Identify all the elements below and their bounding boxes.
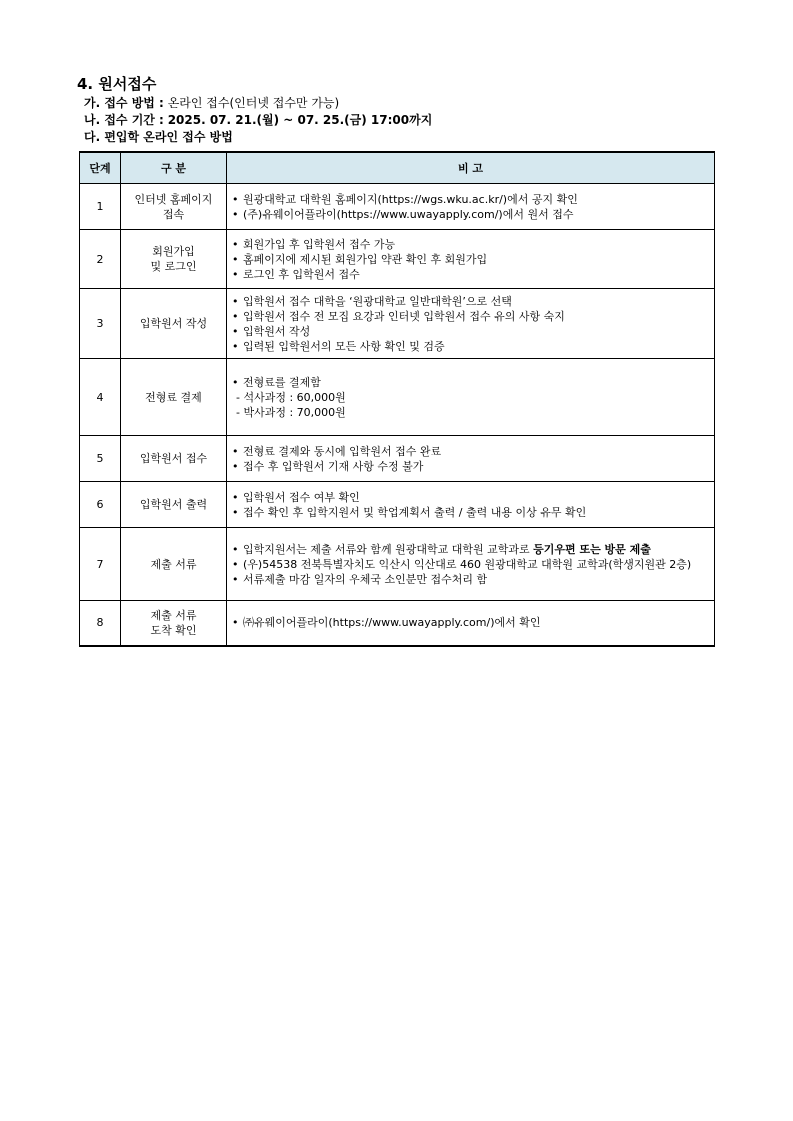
remark-item: • 입학원서 접수 여부 확인: [232, 490, 708, 505]
category-line: 제출 서류: [150, 557, 197, 571]
remark-item: • ㈜유웨이어플라이(https://www.uwayapply.com/)에서 확인: [232, 615, 708, 630]
category-line: 제출 서류: [150, 608, 197, 622]
category-line: 입학원서 접수: [139, 452, 208, 465]
table-row: [80, 289, 715, 359]
application-method-value: 온라인 접수(인터넷 접수만 가능): [167, 96, 340, 110]
remark-item: • 전형료 결제와 동시에 입학원서 접수 완료: [232, 444, 708, 459]
category-line: 인터넷 홈페이지: [134, 192, 213, 206]
step-number: 6: [80, 482, 121, 528]
category-line: 입학원서 작성: [139, 317, 208, 330]
application-method: [84, 95, 339, 111]
table-row: [80, 528, 715, 601]
remark-item: • 홈페이지에 제시된 회원가입 약관 확인 후 회원가입: [232, 252, 708, 267]
category-line: 및 로그인: [150, 260, 197, 273]
remark-item: • (우)54538 전북특별자치도 익산시 익산대로 460 원광대학교 대학원 교학과(학생지원관 2층): [232, 557, 708, 572]
remark-item: • 접수 확인 후 입학지원서 및 학업계획서 출력 / 출력 내용 이상 유무 확인: [232, 505, 708, 520]
remark-item: • 서류제출 마감 일자의 우체국 소인분만 접수처리 함: [232, 572, 708, 587]
category-line: 회원가입: [152, 245, 195, 258]
remark-item: • 로그인 후 입학원서 접수: [232, 267, 708, 282]
step-category: [121, 601, 227, 646]
remark-item: • 원광대학교 대학원 홈페이지(https://wgs.wku.ac.kr/)에서 공지 확인: [232, 192, 708, 207]
step-number: 3: [80, 289, 121, 359]
application-period: [84, 112, 432, 128]
step-category: [121, 230, 227, 289]
application-period-label: 나. 접수 기간 :: [84, 113, 164, 127]
remark-item: • 입학원서 작성: [232, 324, 708, 339]
table-row: [80, 359, 715, 436]
category-line: 전형료 결제: [145, 390, 202, 404]
application-period-value: 2025. 07. 21.(월) ~ 07. 25.(금) 17:00까지: [167, 113, 433, 127]
step-remarks: [227, 528, 715, 601]
step-category: [121, 184, 227, 230]
table-row: [80, 184, 715, 230]
step-number: 7: [80, 528, 121, 601]
step-category: [121, 436, 227, 482]
table-row: [80, 230, 715, 289]
remark-item: • 입학원서 접수 전 모집 요강과 인터넷 입학원서 접수 유의 사항 숙지: [232, 309, 708, 324]
application-method-label: 가. 접수 방법 :: [84, 96, 164, 110]
step-category: [121, 289, 227, 359]
table-row: [80, 601, 715, 646]
submission-method-emphasis: 등기우편 또는 방문 제출: [533, 542, 651, 556]
remark-item: • 입력된 입학원서의 모든 사항 확인 및 검증: [232, 339, 708, 354]
step-number: 4: [80, 359, 121, 436]
step-remarks: [227, 230, 715, 289]
remark-item: [232, 542, 708, 557]
remark-text: 입학지원서는 제출 서류와 함께 원광대학교 대학원 교학과로: [243, 542, 534, 556]
header-category: 구 분: [121, 152, 227, 184]
table-header-row: [80, 152, 715, 184]
section-title: 4. 원서접수: [77, 75, 157, 93]
step-number: 1: [80, 184, 121, 230]
step-remarks: [227, 359, 715, 436]
table-row: [80, 482, 715, 528]
category-line: 입학원서 출력: [139, 498, 208, 511]
table-row: [80, 436, 715, 482]
header-step: 단계: [80, 152, 121, 184]
step-number: 5: [80, 436, 121, 482]
step-category: [121, 528, 227, 601]
remark-item: • (주)유웨이어플라이(https://www.uwayapply.com/)에서 원서 접수: [232, 207, 708, 222]
remark-item: • 전형료를 결제함: [232, 375, 708, 390]
fee-master: - 석사과정 : 60,000원: [236, 390, 346, 404]
step-number: 8: [80, 601, 121, 646]
step-remarks: [227, 601, 715, 646]
header-remarks: 비 고: [227, 152, 715, 184]
step-remarks: [227, 184, 715, 230]
application-process-table: [79, 151, 715, 647]
category-line: 접속: [162, 207, 185, 221]
step-remarks: [227, 482, 715, 528]
step-category: [121, 482, 227, 528]
step-category: [121, 359, 227, 436]
remark-item: • 회원가입 후 입학원서 접수 가능: [232, 237, 708, 252]
step-remarks: [227, 289, 715, 359]
remark-item: • 입학원서 접수 대학을 ‘원광대학교 일반대학원’으로 선택: [232, 294, 708, 309]
category-line: 도착 확인: [150, 623, 197, 637]
step-number: 2: [80, 230, 121, 289]
remark-item: • 접수 후 입학원서 기재 사항 수정 불가: [232, 459, 708, 474]
fee-doctoral: - 박사과정 : 70,000원: [236, 405, 346, 419]
step-remarks: [227, 436, 715, 482]
transfer-method-heading: 다. 편입학 온라인 접수 방법: [84, 130, 233, 144]
